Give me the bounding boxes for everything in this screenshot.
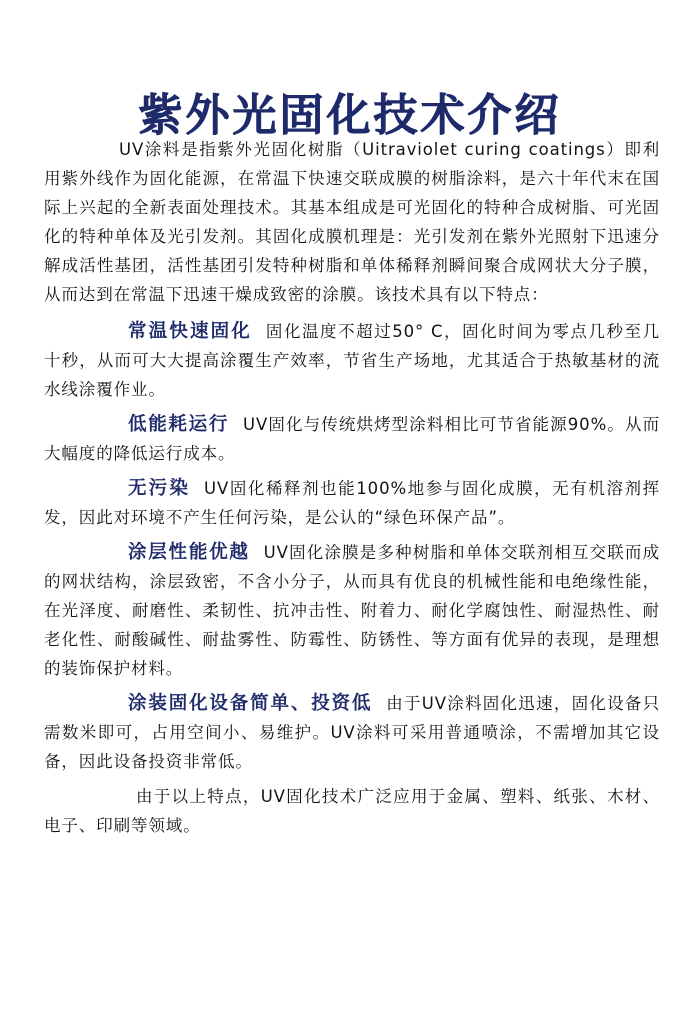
page-title: 紫外光固化技术介绍 xyxy=(138,90,562,142)
feature-paragraph-coating-performance xyxy=(44,538,660,683)
feature-heading: 涂层性能优越 xyxy=(128,542,250,563)
feature-text: UV固化稀释剂也能100%地参与固化成膜，无有机溶剂挥发，因此对环境不产生任何污染，是公认的“绿色环保产品”。 xyxy=(44,479,660,527)
feature-text: UV固化涂膜是多种树脂和单体交联剂相互交联而成的网状结构，涂层致密，不含小分子，从而具有优良的机械性能和电绝缘性能，在光泽度、耐磨性、柔韧性、抗冲击性、附着力、耐化学腐蚀性、耐湿热性、耐老化性、耐酸碱性、耐盐雾性、防霉性、防锈性、等方面有优异的表现，是理想的装饰保护材料。 xyxy=(44,543,660,678)
feature-heading: 低能耗运行 xyxy=(128,414,230,435)
document-body xyxy=(44,135,660,846)
intro-paragraph: UV涂料是指紫外光固化树脂（Uitraviolet curing coatings）即利用紫外线作为固化能源，在常温下快速交联成膜的树脂涂料，是六十年代末在国际上兴起的全新表面处理技术。其基本组成是可光固化的特种合成树脂、可光固化的特种单体及光引发剂。其固化成膜机理是：光引发剂在紫外光照射下迅速分解成活性基团，活性基团引发特种树脂和单体稀释剂瞬间聚合成网状大分子膜，从而达到在常温下迅速干燥成致密的涂膜。该技术具有以下特点： xyxy=(44,140,660,304)
feature-text: 由于UV涂料固化迅速，固化设备只需数米即可，占用空间小、易维护。UV涂料可采用普通喷涂，不需增加其它设备，因此设备投资非常低。 xyxy=(44,694,660,771)
feature-heading: 常温快速固化 xyxy=(128,321,252,342)
feature-heading: 无污染 xyxy=(128,478,190,499)
feature-text: 固化温度不超过50° C，固化时间为零点几秒至几十秒，从而可大大提高涂覆生产效率，节省生产场地，尤其适合于热敏基材的流水线涂覆作业。 xyxy=(44,322,660,399)
conclusion-paragraph: 由于以上特点，UV固化技术广泛应用于金属、塑料、纸张、木材、电子、印刷等领域。 xyxy=(44,787,660,835)
feature-paragraph-no-pollution xyxy=(44,474,660,532)
feature-paragraph-room-temp xyxy=(44,317,660,404)
feature-paragraph-low-energy xyxy=(44,410,660,468)
feature-heading: 涂装固化设备简单、投资低 xyxy=(128,693,373,714)
feature-text: UV固化与传统烘烤型涂料相比可节省能源90%。从而大幅度的降低运行成本。 xyxy=(44,415,660,463)
feature-paragraph-simple-equipment xyxy=(44,689,660,776)
